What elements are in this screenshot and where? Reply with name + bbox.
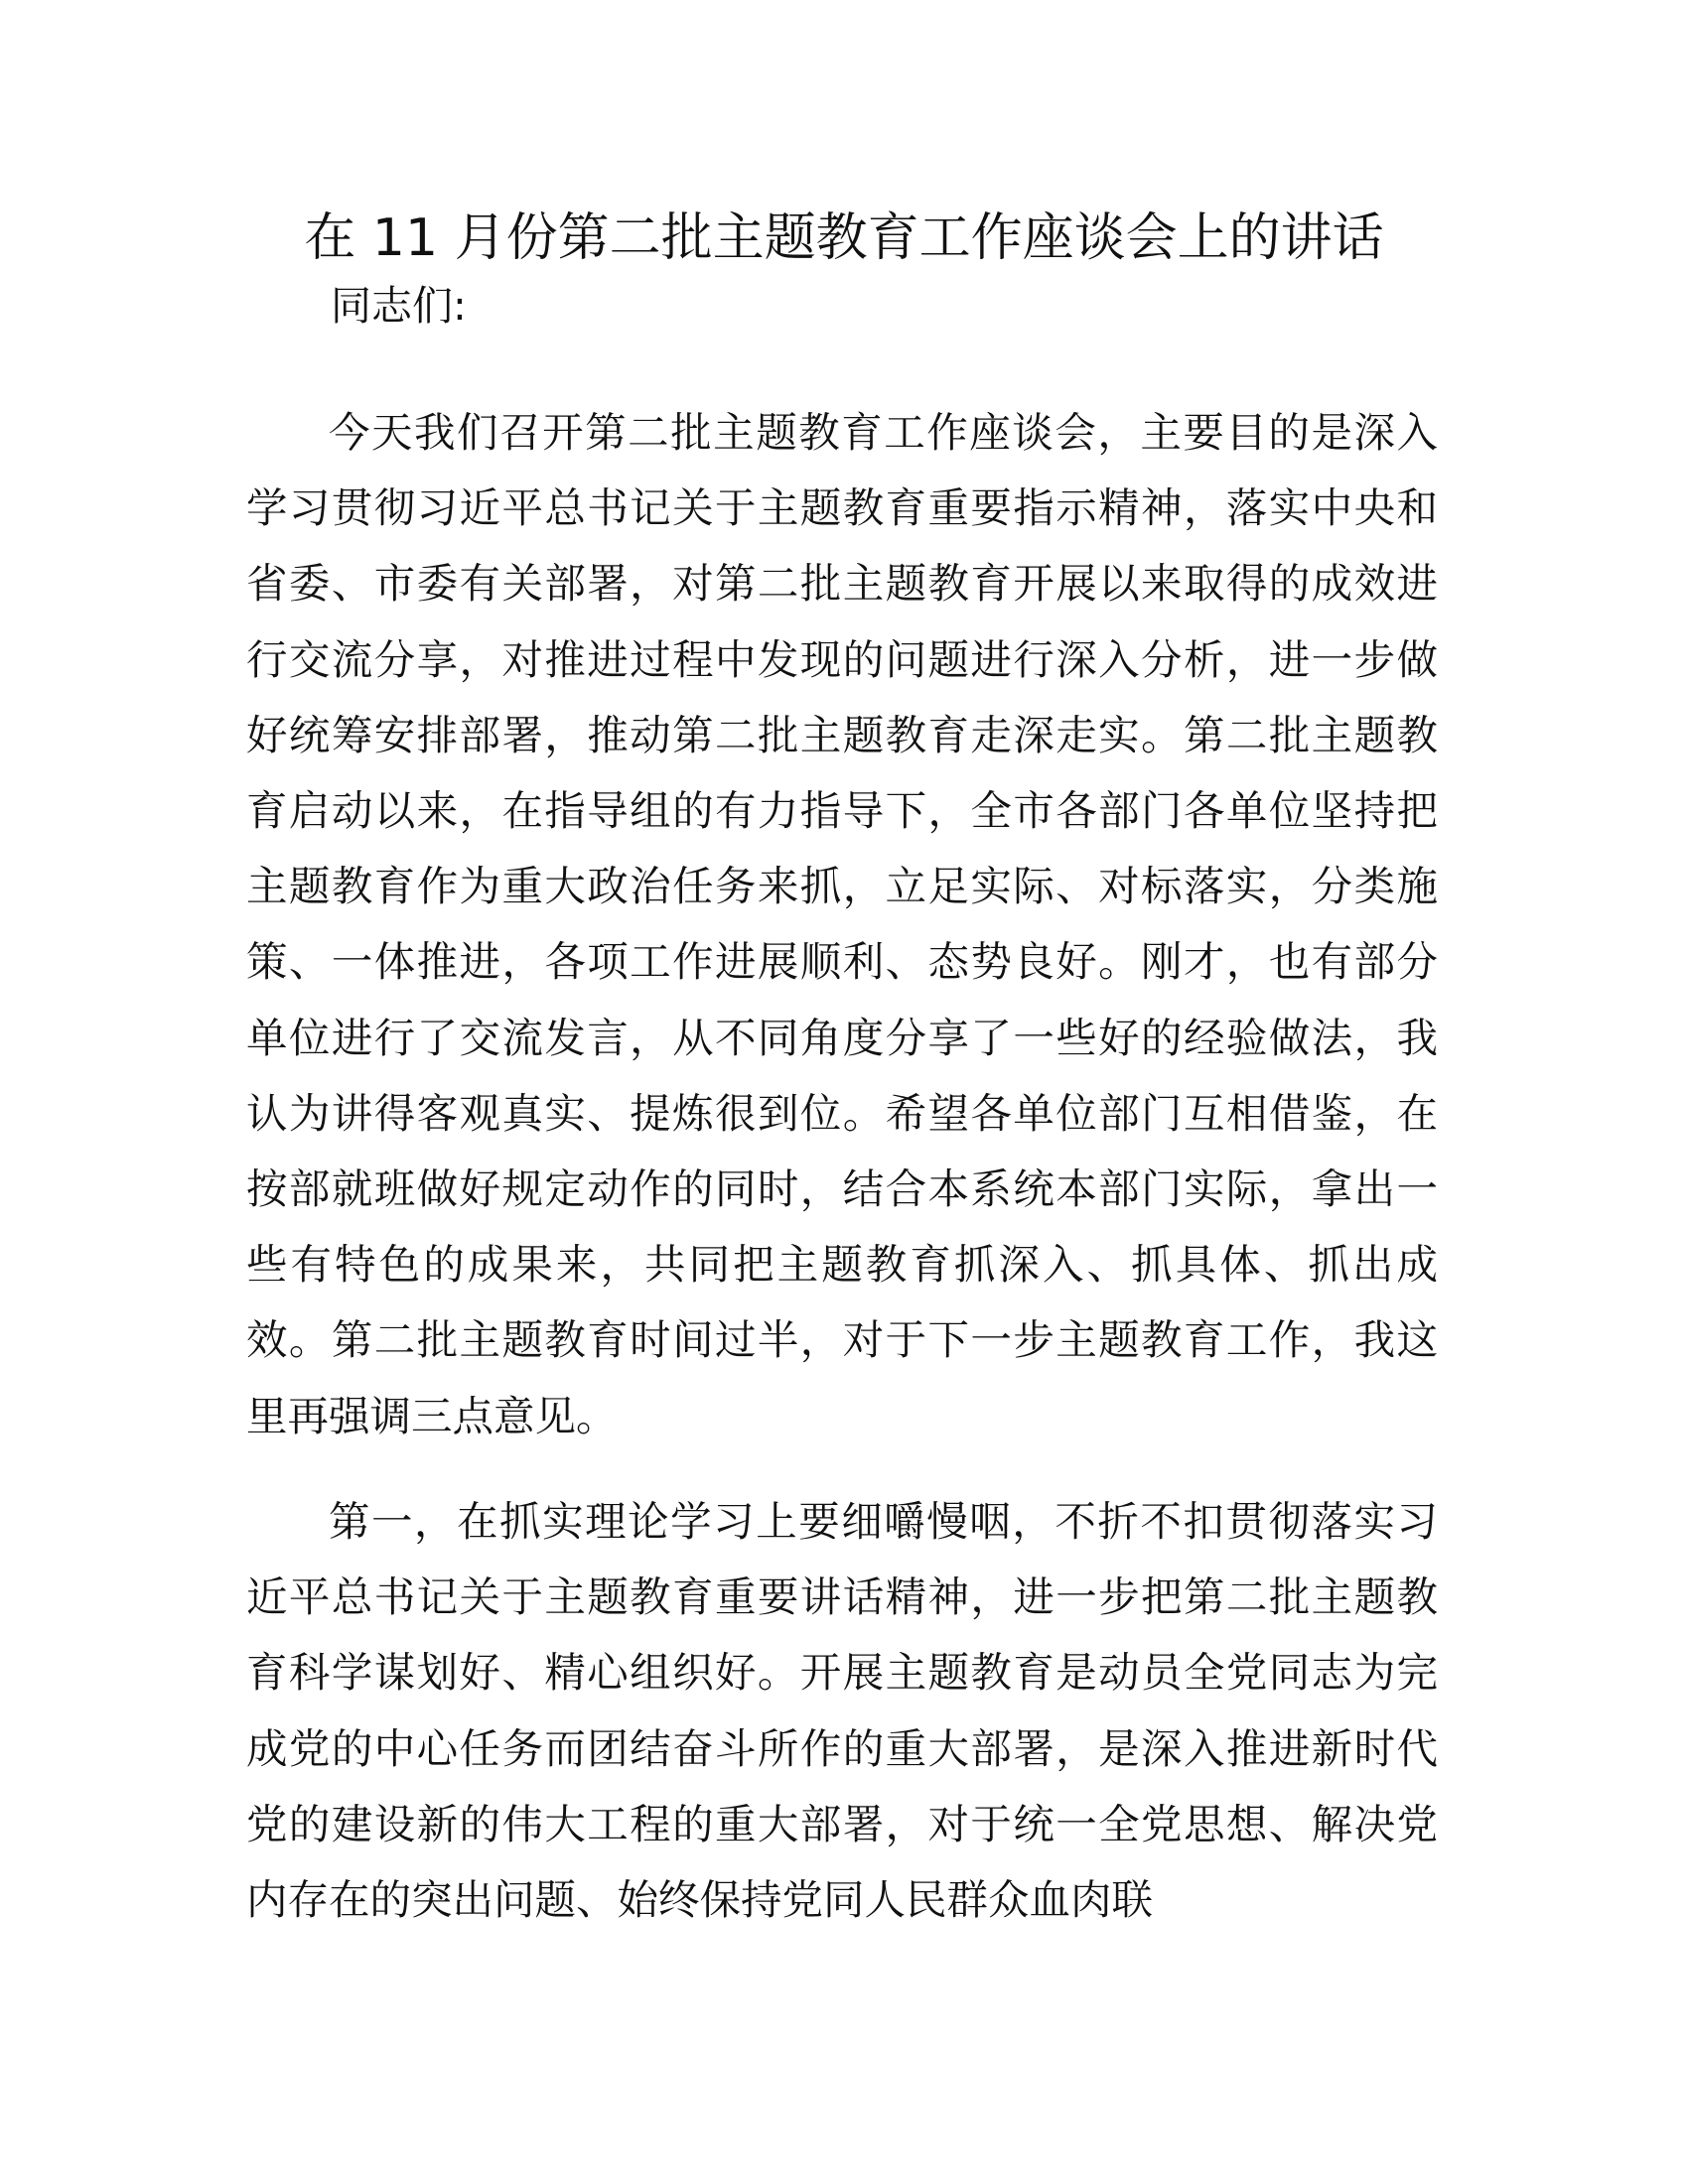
salutation: 同志们: xyxy=(331,282,467,330)
document-title: 在 11 月份第二批主题教育工作座谈会上的讲话 xyxy=(304,208,1384,268)
paragraph-1: 今天我们召开第二批主题教育工作座谈会，主要目的是深入学习贯彻习近平总书记关于主题教育重要指示精神，落实中央和省委、市委有关部署，对第二批主题教育开展以来取得的成效进行交流分享，对推进过程中发现的问题进行深入分析，进一步做好统筹安排部署，推动第二批主题教育走深走实。第二批主题教育启动以来，在指导组的有力指导下，全市各部门各单位坚持把主题教育作为重大政治任务来抓，立足实际、对标落实，分类施策、一体推进，各项工作进展顺利、态势良好。刚才，也有部分单位进行了交流发言，从不同角度分享了一些好的经验做法，我认为讲得客观真实、提炼很到位。希望各单位部门互相借鉴，在按部就班做好规定动作的同时，结合本系统本部门实际，拿出一些有特色的成果来，共同把主题教育抓深入、抓具体、抓出成效。第二批主题教育时间过半，对于下一步主题教育工作，我这里再强调三点意见。 xyxy=(246,408,1438,1440)
paragraph-2: 第一，在抓实理论学习上要细嚼慢咽，不折不扣贯彻落实习近平总书记关于主题教育重要讲话精神，进一步把第二批主题教育科学谋划好、精心组织好。开展主题教育是动员全党同志为完成党的中心任务而团结奋斗所作的重大部署，是深入推进新时代党的建设新的伟大工程的重大部署，对于统一全党思想、解决党内存在的突出问题、始终保持党同人民群众血肉联 xyxy=(246,1497,1438,1925)
